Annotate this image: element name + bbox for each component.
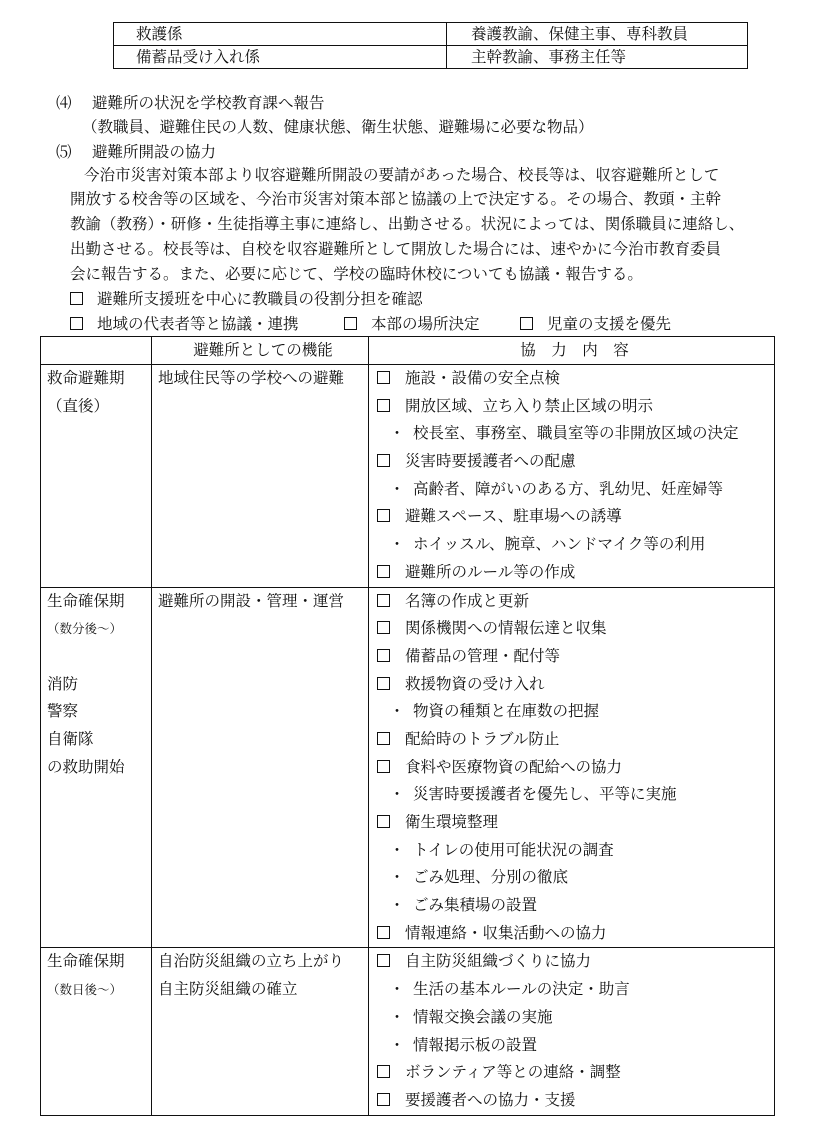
phase-cell: 生命確保期 （数日後～） [41, 948, 152, 1115]
list-item: 災害時要援護者への配慮 [375, 448, 774, 476]
table-row [41, 365, 775, 588]
phase-cell: 救命避難期 （直後） [41, 365, 152, 588]
list-item: ・ 生活の基本ルールの決定・助言 [375, 976, 774, 1004]
bullet-icon: ・ [389, 980, 405, 999]
checkbox-icon [377, 1065, 390, 1078]
list-item: ・ ホイッスル、腕章、ハンドマイク等の利用 [375, 531, 774, 559]
checkbox-icon [377, 1093, 390, 1106]
table-row [41, 587, 775, 948]
list-item: ・ ごみ集積場の設置 [375, 892, 774, 920]
list-item: 要援護者への協力・支援 [375, 1087, 774, 1115]
items-cell [369, 365, 775, 588]
list-item: 衛生環境整理 [375, 809, 774, 837]
checkbox-icon [70, 317, 83, 330]
list-item: 配給時のトラブル防止 [375, 726, 774, 754]
list-item: ・ 情報掲示板の設置 [375, 1032, 774, 1060]
role-cell: 救護係 [114, 23, 447, 46]
checkbox-icon [377, 454, 390, 467]
list-item: ・ ごみ処理、分別の徹底 [375, 864, 774, 892]
checkbox-icon [344, 317, 357, 330]
list-item: ボランティア等との連絡・調整 [375, 1059, 774, 1087]
checkbox-icon [377, 621, 390, 634]
bullet-icon: ・ [389, 702, 405, 721]
list-item: 名簿の作成と更新 [375, 588, 774, 616]
item5-number: ⑸ [56, 143, 72, 161]
items-cell [369, 587, 775, 948]
checkbox-icon [377, 509, 390, 522]
checkbox-icon [377, 399, 390, 412]
list-item: 避難所のルール等の作成 [375, 559, 774, 587]
item5-title: 避難所開設の協力 [92, 143, 217, 161]
roles-table [113, 22, 748, 69]
table-header-row [41, 337, 775, 365]
checkbox-icon [377, 565, 390, 578]
function-cell: 避難所の開設・管理・運営 [152, 587, 369, 948]
checkbox-icon [377, 815, 390, 828]
table-row [114, 23, 748, 46]
bullet-icon: ・ [389, 424, 405, 443]
checkbox-icon [377, 732, 390, 745]
paragraph-line: 開放する校舎等の区域を、今治市災害対策本部と協議の上で決定する。その場合、教頭・主幹 [70, 190, 722, 208]
item4-title: 避難所の状況を学校教育課へ報告 [92, 94, 325, 112]
bullet-icon: ・ [389, 479, 405, 498]
checkbox-icon [377, 677, 390, 690]
checkbox-icon [377, 926, 390, 939]
checklist-item: 児童の支援を優先 [520, 315, 671, 333]
list-item: ・ 災害時要援護者を優先し、平等に実施 [375, 781, 774, 809]
paragraph-line: 出勤させる。校長等は、自校を収容避難所として開放した場合には、速やかに今治市教育委員 [70, 240, 722, 258]
table-row [41, 948, 775, 1115]
staff-cell: 主幹教諭、事務主任等 [447, 46, 748, 69]
checkbox-icon [377, 760, 390, 773]
item4-number: ⑷ [56, 94, 72, 112]
bullet-icon: ・ [389, 868, 405, 887]
list-item: 備蓄品の管理・配付等 [375, 643, 774, 671]
list-item: ・ トイレの使用可能状況の調査 [375, 837, 774, 865]
function-cell: 地域住民等の学校への避難 [152, 365, 369, 588]
checklist-item: 避難所支援班を中心に教職員の役割分担を確認 [70, 290, 423, 308]
list-item: ・ 高齢者、障がいのある方、乳幼児、妊産婦等 [375, 476, 774, 504]
staff-cell: 養護教諭、保健主事、専科教員 [447, 23, 748, 46]
bullet-icon: ・ [389, 535, 405, 554]
phase-cell: 生命確保期 （数分後～） 消防 警察 自衛隊 の救助開始 [41, 587, 152, 948]
checkbox-icon [520, 317, 533, 330]
list-item: 自主防災組織づくりに協力 [375, 948, 774, 976]
checklist-item: 地域の代表者等と協議・連携 [70, 315, 299, 333]
checkbox-icon [70, 292, 83, 305]
checkbox-icon [377, 371, 390, 384]
paragraph-line: 会に報告する。また、必要に応じて、学校の臨時休校についても協議・報告する。 [70, 265, 643, 283]
list-item: 施設・設備の安全点検 [375, 365, 774, 393]
checkbox-icon [377, 594, 390, 607]
header-cell [41, 337, 152, 365]
bullet-icon: ・ [389, 896, 405, 915]
item4-detail: （教職員、避難住民の人数、健康状態、衛生状態、避難場に必要な物品） [82, 118, 594, 136]
list-item: 食料や医療物資の配給への協力 [375, 754, 774, 782]
checkbox-icon [377, 649, 390, 662]
header-cell: 協 力 内 容 [369, 337, 775, 365]
checkbox-icon [377, 954, 390, 967]
cooperation-table [40, 336, 775, 1116]
list-item: 関係機関への情報伝達と収集 [375, 615, 774, 643]
bullet-icon: ・ [389, 1035, 405, 1054]
list-item: ・ 物資の種類と在庫数の把握 [375, 698, 774, 726]
bullet-icon: ・ [389, 1007, 405, 1026]
paragraph-line: 今治市災害対策本部より収容避難所開設の要請があった場合、校長等は、収容避難所として [84, 166, 720, 184]
list-item: ・ 情報交換会議の実施 [375, 1004, 774, 1032]
list-item: ・ 校長室、事務室、職員室等の非開放区域の決定 [375, 420, 774, 448]
list-item: 避難スペース、駐車場への誘導 [375, 503, 774, 531]
paragraph-line: 教諭（教務）・研修・生徒指導主事に連絡し、出勤させる。状況によっては、関係職員に連絡し、 [70, 215, 745, 233]
list-item: 情報連絡・収集活動への協力 [375, 920, 774, 948]
checklist-item: 本部の場所決定 [344, 315, 480, 333]
list-item: 救援物資の受け入れ [375, 671, 774, 699]
bullet-icon: ・ [389, 840, 405, 859]
table-row [114, 46, 748, 69]
list-item: 開放区域、立ち入り禁止区域の明示 [375, 393, 774, 421]
bullet-icon: ・ [389, 785, 405, 804]
header-cell: 避難所としての機能 [152, 337, 369, 365]
role-cell: 備蓄品受け入れ係 [114, 46, 447, 69]
items-cell [369, 948, 775, 1115]
function-cell: 自治防災組織の立ち上がり 自主防災組織の確立 [152, 948, 369, 1115]
